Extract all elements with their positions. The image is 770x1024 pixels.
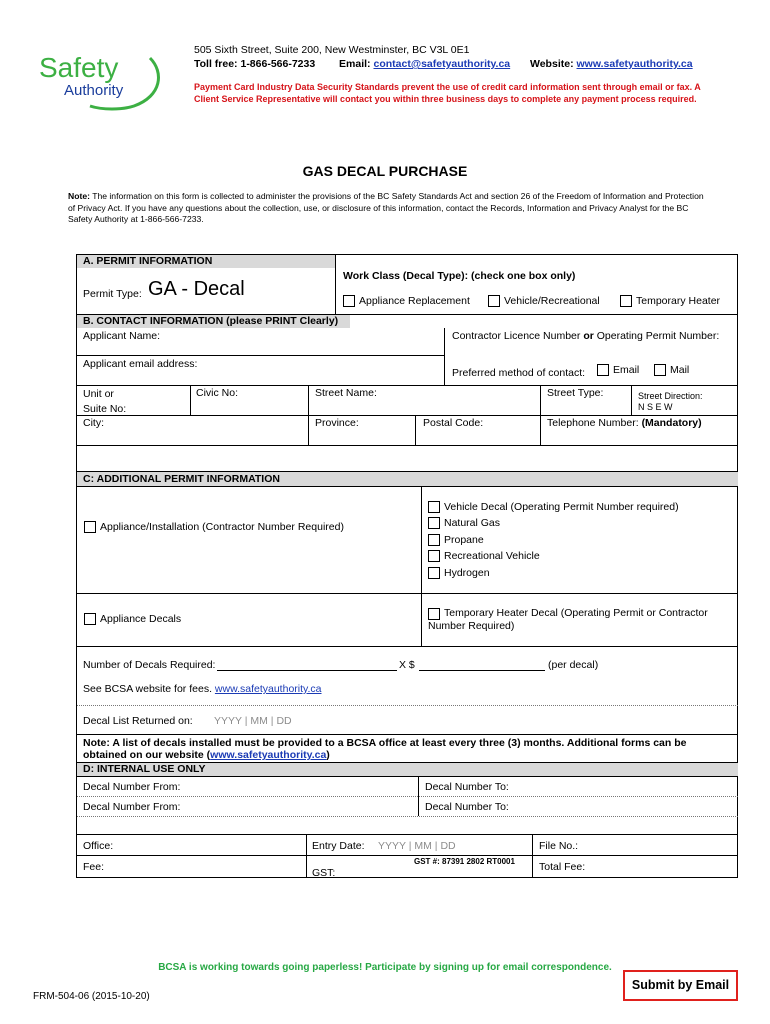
per-decal: (per decal) (548, 659, 599, 671)
option-hydrogen[interactable]: Hydrogen (428, 567, 490, 579)
option-appliance-installation[interactable]: Appliance/Installation (Contractor Number Required) (84, 521, 344, 533)
checkbox[interactable] (428, 608, 440, 620)
fee-label[interactable]: Fee: (83, 861, 105, 873)
entry-date-input[interactable]: YYYY | MM | DD (378, 840, 456, 852)
form-id: FRM-504-06 (2015-10-20) (33, 991, 150, 1002)
telephone-label[interactable]: Telephone Number: (Mandatory) (547, 417, 702, 429)
checkbox[interactable] (428, 550, 440, 562)
num-decals-label: Number of Decals Required: (83, 659, 216, 671)
option-appliance-replacement[interactable]: Appliance Replacement (343, 295, 470, 307)
province-label[interactable]: Province: (315, 417, 359, 429)
civic-label[interactable]: Civic No: (196, 387, 239, 399)
option-vehicle-decal[interactable]: Vehicle Decal (Operating Permit Number required) (428, 501, 679, 513)
decal-to-1[interactable]: Decal Number To: (425, 781, 509, 793)
checkbox[interactable] (620, 295, 632, 307)
logo-word-safety: Safety (39, 52, 119, 83)
checkbox[interactable] (428, 567, 440, 579)
unit-label[interactable]: Unit or Suite No: (83, 388, 127, 415)
section-a-header: A. PERMIT INFORMATION (77, 255, 335, 268)
option-propane[interactable]: Propane (428, 534, 484, 546)
street-direction[interactable]: Street Direction: N S E W (638, 391, 703, 412)
preferred-contact-label: Preferred method of contact: (452, 367, 586, 379)
contact-mail-option[interactable]: Mail (654, 364, 689, 376)
street-type-label[interactable]: Street Type: (547, 387, 604, 399)
website-label: Website: (530, 58, 574, 70)
num-decals-input[interactable] (217, 670, 397, 671)
option-natural-gas[interactable]: Natural Gas (428, 517, 500, 529)
header-address: 505 Sixth Street, Suite 200, New Westminster, BC V3L 0E1 (194, 44, 470, 56)
checkbox[interactable] (84, 521, 96, 533)
file-no-label[interactable]: File No.: (539, 840, 579, 852)
submit-by-email-button[interactable]: Submit by Email (623, 970, 738, 1001)
header-contact-line (194, 58, 693, 70)
postal-label[interactable]: Postal Code: (423, 417, 484, 429)
checkbox[interactable] (428, 534, 440, 546)
checkbox[interactable] (343, 295, 355, 307)
work-class-label: Work Class (Decal Type): (check one box only) (343, 270, 576, 282)
section-d-header: D: INTERNAL USE ONLY (77, 763, 738, 776)
permit-type-label: Permit Type: (83, 288, 142, 300)
checkbox[interactable] (428, 517, 440, 529)
decal-from-1[interactable]: Decal Number From: (83, 781, 181, 793)
paperless-message: BCSA is working towards going paperless! Participate by signing up for email correspondence. (158, 962, 612, 973)
total-fee-label[interactable]: Total Fee: (539, 861, 586, 873)
email-label: Email: (339, 58, 371, 70)
decal-list-note: Note: A list of decals installed must be provided to a BCSA office at least every three (3) months. Additional forms can be obtained on our website (www.safetyauthority.ca) (83, 737, 687, 761)
option-temporary-heater-decal[interactable]: Temporary Heater Decal (Operating Permit or Contractor Number Required) (428, 607, 708, 633)
gst-number: GST #: 87391 2802 RT0001 (414, 857, 515, 866)
price-input[interactable] (419, 670, 545, 671)
gst-label[interactable]: GST: (312, 867, 336, 879)
section-c-header: C: ADDITIONAL PERMIT INFORMATION (77, 472, 738, 486)
option-appliance-decals[interactable]: Appliance Decals (84, 613, 181, 625)
page-title: GAS DECAL PURCHASE (302, 163, 468, 179)
email-address-label[interactable]: Applicant email address: (83, 358, 198, 370)
option-temporary-heater[interactable]: Temporary Heater (620, 295, 720, 307)
decal-to-2[interactable]: Decal Number To: (425, 801, 509, 813)
option-recreational-vehicle[interactable]: Recreational Vehicle (428, 550, 540, 562)
contact-email-option[interactable]: Email (597, 364, 639, 376)
city-label[interactable]: City: (83, 417, 104, 429)
decal-list-date-input[interactable]: YYYY | MM | DD (214, 715, 292, 727)
see-fees: See BCSA website for fees. www.safetyauthority.ca (83, 683, 322, 695)
option-vehicle-recreational[interactable]: Vehicle/Recreational (488, 295, 600, 307)
licence-label[interactable]: Contractor Licence Number or Operating Permit Number: (452, 330, 720, 342)
applicant-name-label[interactable]: Applicant Name: (83, 330, 161, 342)
checkbox[interactable] (654, 364, 666, 376)
privacy-note: Note: The information on this form is collected to administer the provisions of the BC Safety Standards Act and section 26 of the Freedom of Information and Protection of Privacy Act. If you have any questions about the collection, use, or disclosure of this information, contact the Records, Information and Privacy Analyst for the BC Safety Authority at 1-866-566-7233. (68, 191, 704, 225)
decal-from-2[interactable]: Decal Number From: (83, 801, 181, 813)
payment-notice: Payment Card Industry Data Security Standards prevent the use of credit card information sent through email or fax. A Client Service Representative will contact you within three business days to complete any payment process required. (194, 82, 701, 104)
checkbox[interactable] (488, 295, 500, 307)
x-dollar: X $ (399, 659, 415, 671)
logo (38, 46, 163, 112)
permit-type-value[interactable]: GA - Decal (148, 278, 245, 300)
street-name-label[interactable]: Street Name: (315, 387, 377, 399)
fees-link[interactable]: www.safetyauthority.ca (214, 683, 322, 695)
office-label[interactable]: Office: (83, 840, 114, 852)
checkbox[interactable] (84, 613, 96, 625)
checkbox[interactable] (428, 501, 440, 513)
tollfree: Toll free: 1-866-566-7233 (194, 58, 316, 70)
website-link[interactable]: www.safetyauthority.ca (576, 58, 693, 70)
logo-word-authority: Authority (64, 82, 124, 99)
email-link[interactable]: contact@safetyauthority.ca (373, 58, 511, 70)
decal-list-label: Decal List Returned on: (83, 715, 193, 727)
checkbox[interactable] (597, 364, 609, 376)
entry-date-label: Entry Date: (312, 840, 365, 852)
section-b-header: B. CONTACT INFORMATION (please PRINT Clearly) (77, 315, 350, 328)
